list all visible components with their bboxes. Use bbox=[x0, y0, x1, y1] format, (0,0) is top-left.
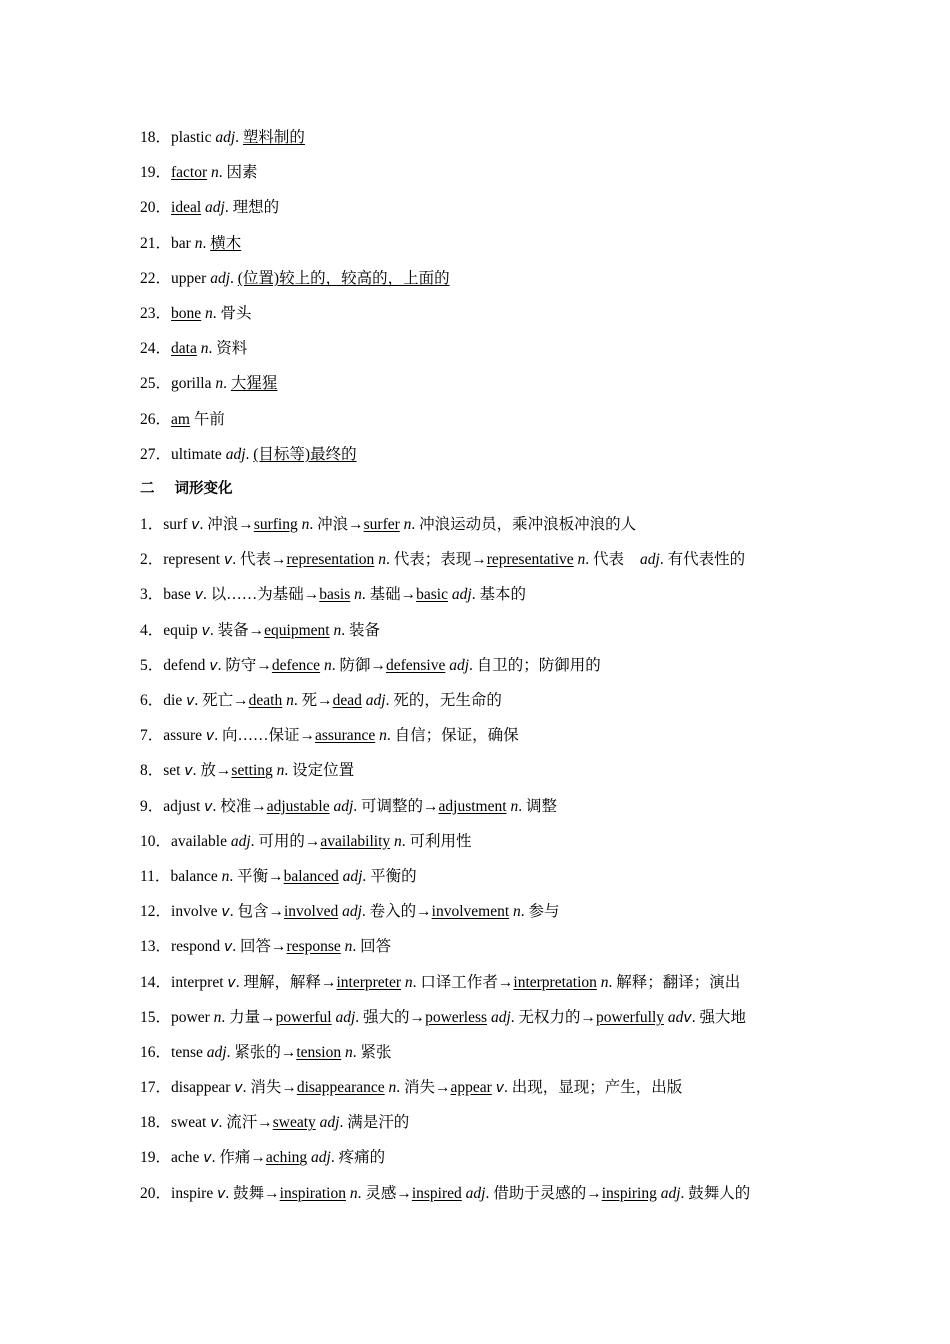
vocab-item bbox=[140, 331, 860, 366]
part-of-speech: n bbox=[221, 867, 230, 885]
text-segment: . 平衡的 bbox=[362, 867, 417, 885]
text-segment: . 冲浪→ bbox=[309, 516, 364, 534]
text-segment: . 防御→ bbox=[331, 656, 386, 674]
part-of-speech: n bbox=[354, 586, 362, 604]
part-of-speech: n bbox=[301, 516, 310, 534]
part-of-speech: n bbox=[344, 938, 353, 956]
word-form-item bbox=[140, 824, 860, 859]
text-segment: ache bbox=[171, 1149, 204, 1167]
text-segment: . 消失→ bbox=[396, 1079, 451, 1097]
part-of-speech: adj bbox=[490, 1008, 511, 1026]
text-segment: gorilla bbox=[171, 375, 216, 393]
vocab-item bbox=[140, 366, 860, 401]
answer-word: defence bbox=[271, 656, 321, 674]
item-number: 16． bbox=[140, 1043, 172, 1061]
answer-word: 塑料制的 bbox=[242, 129, 305, 146]
part-of-speech: adj bbox=[205, 199, 225, 217]
section-title: 词形变化 bbox=[174, 480, 233, 497]
text-segment: . 平衡→ bbox=[229, 867, 284, 885]
item-number: 26． bbox=[140, 410, 172, 428]
part-of-speech: v bbox=[234, 1080, 243, 1097]
answer-word: bone bbox=[171, 304, 202, 322]
part-of-speech: n bbox=[403, 516, 412, 534]
answer-word: basic bbox=[416, 586, 448, 604]
part-of-speech: n bbox=[200, 340, 209, 358]
item-number: 4． bbox=[140, 621, 164, 639]
text-segment: . 参与 bbox=[520, 903, 560, 921]
part-of-speech: n bbox=[215, 375, 224, 393]
vocab-item bbox=[140, 226, 860, 261]
item-number: 20． bbox=[140, 199, 172, 217]
part-of-speech: adj bbox=[319, 1114, 340, 1132]
part-of-speech: v bbox=[186, 693, 195, 709]
part-of-speech: n bbox=[276, 762, 285, 780]
text-segment: . 代表；表现→ bbox=[385, 551, 487, 569]
section-number: 二 bbox=[140, 480, 155, 497]
word-form-item bbox=[140, 1105, 860, 1140]
word-form-item bbox=[140, 965, 860, 1000]
text-segment: . 紧张 bbox=[352, 1043, 392, 1061]
answer-word: ideal bbox=[171, 199, 202, 217]
item-number: 2． bbox=[140, 551, 164, 569]
text-segment: . bbox=[230, 269, 238, 287]
part-of-speech: n bbox=[323, 656, 332, 674]
part-of-speech: n bbox=[211, 164, 219, 182]
item-number: 5． bbox=[140, 656, 164, 674]
part-of-speech: n bbox=[404, 973, 413, 991]
part-of-speech: adj bbox=[342, 867, 363, 885]
answer-word: involved bbox=[283, 903, 339, 921]
item-number: 17． bbox=[140, 1079, 172, 1097]
text-segment: . 鼓舞人的 bbox=[680, 1184, 751, 1202]
answer-word: powerless bbox=[425, 1008, 488, 1026]
text-segment: . 校准→ bbox=[212, 797, 267, 815]
part-of-speech: n bbox=[286, 692, 294, 709]
answer-word: adjustment bbox=[438, 797, 507, 815]
text-segment: . 可用的→ bbox=[250, 832, 321, 850]
text-segment: . 无权力的→ bbox=[510, 1008, 597, 1026]
part-of-speech: v bbox=[227, 974, 236, 991]
text-segment: assure bbox=[163, 727, 206, 745]
word-form-item bbox=[140, 929, 860, 964]
text-segment: . bbox=[202, 234, 211, 252]
answer-word: setting bbox=[231, 762, 273, 780]
text-segment: . 死亡→ bbox=[194, 692, 249, 709]
text-segment: . 代表 bbox=[585, 551, 625, 569]
part-of-speech: v bbox=[683, 1009, 692, 1026]
text-segment: . 消失→ bbox=[242, 1079, 297, 1097]
text-segment: . 装备→ bbox=[209, 621, 265, 639]
part-of-speech: adj bbox=[206, 1043, 227, 1061]
text-segment: power bbox=[171, 1008, 214, 1026]
answer-word: equipment bbox=[264, 621, 330, 639]
part-of-speech: v bbox=[204, 798, 213, 815]
text-segment: . 向……保证→ bbox=[214, 727, 315, 745]
text-segment: 午前 bbox=[189, 410, 225, 428]
part-of-speech: adj bbox=[225, 445, 246, 463]
item-number: 12． bbox=[140, 903, 172, 921]
text-segment: involve bbox=[171, 903, 222, 921]
text-segment: inspire bbox=[171, 1184, 218, 1202]
answer-word: representative bbox=[486, 551, 574, 569]
answer-word: powerful bbox=[275, 1008, 332, 1026]
word-form-item bbox=[140, 789, 860, 824]
text-segment: interpret bbox=[171, 973, 228, 991]
text-segment: adjust bbox=[163, 797, 205, 815]
text-segment: . 借助于灵感的→ bbox=[485, 1184, 602, 1202]
word-form-item bbox=[140, 753, 860, 788]
answer-word: 大猩猩 bbox=[230, 375, 278, 393]
part-of-speech: n bbox=[378, 551, 386, 569]
text-segment: . 作痛→ bbox=[211, 1149, 266, 1167]
part-of-speech: n bbox=[577, 551, 586, 569]
text-segment: . 调整 bbox=[518, 797, 557, 815]
text-segment: disappear bbox=[171, 1079, 235, 1097]
answer-word: factor bbox=[171, 164, 208, 182]
text-segment: surf bbox=[163, 516, 192, 534]
answer-word: availability bbox=[320, 832, 391, 850]
text-segment: . bbox=[223, 375, 231, 393]
part-of-speech: adj bbox=[660, 1184, 681, 1202]
part-of-speech: n bbox=[205, 304, 213, 322]
item-number: 25． bbox=[140, 375, 172, 393]
text-segment: . 理想的 bbox=[224, 199, 280, 217]
text-segment: . 灵感→ bbox=[357, 1184, 412, 1202]
part-of-speech: n bbox=[394, 832, 402, 850]
item-number: 21． bbox=[140, 234, 172, 252]
answer-word: appear bbox=[450, 1079, 492, 1097]
text-segment: available bbox=[171, 832, 231, 850]
text-segment: . 紧张的→ bbox=[226, 1043, 297, 1061]
text-segment: sweat bbox=[171, 1114, 211, 1132]
answer-word: sweaty bbox=[272, 1114, 316, 1132]
part-of-speech: v bbox=[495, 1080, 504, 1097]
part-of-speech: n bbox=[333, 621, 342, 639]
item-number: 18． bbox=[140, 129, 172, 146]
vocab-item bbox=[140, 437, 860, 472]
part-of-speech: n bbox=[194, 234, 203, 252]
text-segment: . 出现，显现；产生，出版 bbox=[504, 1079, 683, 1097]
text-segment: . 死→ bbox=[293, 692, 333, 709]
text-segment: . bbox=[245, 445, 254, 463]
part-of-speech: adj bbox=[342, 903, 362, 921]
text-segment: . 解释；翻译；演出 bbox=[608, 973, 741, 991]
word-form-item bbox=[140, 1070, 860, 1105]
answer-word: balanced bbox=[283, 867, 339, 885]
part-of-speech: adj bbox=[465, 1184, 486, 1202]
part-of-speech: v bbox=[217, 1185, 226, 1202]
word-form-item bbox=[140, 1000, 860, 1035]
text-segment: . 资料 bbox=[208, 340, 248, 358]
text-segment: . bbox=[235, 129, 243, 146]
item-number: 19． bbox=[140, 1149, 172, 1167]
text-segment: . 可利用性 bbox=[401, 832, 472, 850]
answer-word: representation bbox=[286, 551, 375, 569]
text-segment: . 强大地 bbox=[691, 1008, 746, 1026]
text-segment: . 满是汗的 bbox=[339, 1114, 410, 1132]
document-page bbox=[140, 120, 860, 1211]
text-segment: die bbox=[163, 692, 187, 709]
part-of-speech: adj bbox=[449, 656, 470, 674]
text-segment: set bbox=[163, 762, 185, 780]
word-form-item bbox=[140, 507, 860, 542]
part-of-speech: n bbox=[349, 1184, 358, 1202]
item-number: 18． bbox=[140, 1114, 172, 1132]
vocab-item bbox=[140, 190, 860, 225]
part-of-speech: v bbox=[223, 552, 233, 569]
word-form-item bbox=[140, 683, 860, 718]
text-segment: . 因素 bbox=[218, 164, 258, 182]
text-segment: . 口译工作者→ bbox=[412, 973, 514, 991]
text-segment: base bbox=[163, 586, 195, 604]
text-segment: . 设定位置 bbox=[284, 762, 355, 780]
text-segment: . 回答 bbox=[352, 938, 392, 956]
answer-word: (位置)较上的，较高的，上面的 bbox=[237, 269, 450, 287]
text-segment: . 有代表性的 bbox=[659, 551, 746, 569]
answer-word: powerfully bbox=[596, 1008, 665, 1026]
text-segment: respond bbox=[171, 938, 224, 956]
text-segment: . 冲浪运动员，乘冲浪板冲浪的人 bbox=[411, 516, 637, 534]
part-of-speech: v bbox=[209, 657, 218, 674]
item-number: 6． bbox=[140, 692, 164, 709]
answer-word: data bbox=[171, 340, 197, 358]
text-segment: . 防守→ bbox=[217, 656, 272, 674]
part-of-speech: n bbox=[344, 1043, 353, 1061]
word-form-item bbox=[140, 542, 860, 577]
part-of-speech: v bbox=[184, 763, 193, 780]
text-segment: . 理解，解释→ bbox=[235, 973, 337, 991]
part-of-speech: v bbox=[210, 1115, 219, 1132]
part-of-speech: v bbox=[201, 622, 210, 639]
text-segment: . 基础→ bbox=[361, 586, 417, 604]
text-segment: . 代表→ bbox=[232, 551, 287, 569]
text-segment: . 骨头 bbox=[212, 304, 252, 322]
text-segment: upper bbox=[171, 269, 211, 287]
answer-word: death bbox=[248, 692, 283, 709]
text-segment: defend bbox=[163, 656, 210, 674]
answer-word: surfing bbox=[253, 516, 298, 534]
answer-word: surfer bbox=[363, 516, 400, 534]
part-of-speech: ad bbox=[667, 1008, 684, 1026]
vocab-item bbox=[140, 261, 860, 296]
answer-word: aching bbox=[265, 1149, 308, 1167]
item-number: 13． bbox=[140, 938, 172, 956]
answer-word: 横木 bbox=[210, 234, 242, 252]
text-segment: . 鼓舞→ bbox=[225, 1184, 280, 1202]
answer-word: basis bbox=[319, 586, 351, 604]
word-forms-list bbox=[140, 507, 860, 1211]
word-form-item bbox=[140, 718, 860, 753]
item-number: 10． bbox=[140, 832, 172, 850]
text-segment: ultimate bbox=[171, 445, 226, 463]
text-segment: . 疼痛的 bbox=[330, 1149, 386, 1167]
item-number: 3． bbox=[140, 586, 164, 604]
word-form-item bbox=[140, 1176, 860, 1211]
answer-word: involvement bbox=[431, 903, 510, 921]
item-number: 9． bbox=[140, 797, 164, 815]
text-segment: . 卷入的→ bbox=[361, 903, 432, 921]
part-of-speech: n bbox=[513, 903, 521, 921]
part-of-speech: adj bbox=[311, 1149, 331, 1167]
answer-word: assurance bbox=[314, 727, 376, 745]
answer-word: dead bbox=[332, 692, 362, 709]
text-segment: . 流汗→ bbox=[218, 1114, 273, 1132]
item-number: 1． bbox=[140, 516, 164, 534]
text-segment: . 放→ bbox=[192, 762, 232, 780]
text-segment: . 自卫的；防御用的 bbox=[469, 656, 601, 674]
part-of-speech: v bbox=[191, 517, 200, 534]
part-of-speech: adj bbox=[451, 586, 472, 604]
text-segment: plastic bbox=[171, 129, 216, 146]
answer-word: interpreter bbox=[336, 973, 402, 991]
part-of-speech: adj bbox=[335, 1008, 356, 1026]
part-of-speech: n bbox=[600, 973, 609, 991]
text-segment: balance bbox=[170, 867, 222, 885]
part-of-speech: adj bbox=[230, 832, 251, 850]
part-of-speech: adj bbox=[640, 551, 660, 569]
part-of-speech: adj bbox=[365, 692, 386, 709]
part-of-speech: n bbox=[379, 727, 387, 745]
text-segment: equip bbox=[163, 621, 202, 639]
part-of-speech: n bbox=[510, 797, 519, 815]
part-of-speech: adj bbox=[210, 269, 230, 287]
part-of-speech: v bbox=[221, 904, 230, 921]
part-of-speech: v bbox=[223, 939, 233, 956]
item-number: 7． bbox=[140, 727, 164, 745]
text-segment: . 回答→ bbox=[232, 938, 287, 956]
answer-word: response bbox=[286, 938, 341, 956]
answer-word: inspired bbox=[411, 1184, 462, 1202]
word-form-item bbox=[140, 613, 860, 648]
word-form-item bbox=[140, 648, 860, 683]
item-number: 8． bbox=[140, 762, 164, 780]
vocab-item bbox=[140, 296, 860, 331]
text-segment: . 以……为基础→ bbox=[202, 586, 320, 604]
text-segment: . 自信；保证，确保 bbox=[386, 727, 519, 745]
item-number: 23． bbox=[140, 304, 172, 322]
word-form-item bbox=[140, 1035, 860, 1070]
answer-word: inspiring bbox=[601, 1184, 657, 1202]
part-of-speech: v bbox=[205, 728, 215, 745]
text-segment: tense bbox=[171, 1043, 207, 1061]
item-number: 24． bbox=[140, 340, 172, 358]
vocab-item bbox=[140, 120, 860, 155]
part-of-speech: adj bbox=[333, 797, 354, 815]
vocab-item bbox=[140, 402, 860, 437]
text-segment: . 基本的 bbox=[471, 586, 526, 604]
part-of-speech: v bbox=[203, 1150, 212, 1167]
text-segment: . 可调整的→ bbox=[353, 797, 439, 815]
text-segment: . 装备 bbox=[341, 621, 380, 639]
answer-word: disappearance bbox=[296, 1079, 385, 1097]
answer-word: inspiration bbox=[279, 1184, 346, 1202]
item-number: 20． bbox=[140, 1184, 172, 1202]
item-number: 22． bbox=[140, 269, 172, 287]
section-heading bbox=[140, 472, 860, 507]
part-of-speech: v bbox=[194, 587, 203, 604]
word-form-item bbox=[140, 577, 860, 612]
text-segment: . 冲浪→ bbox=[199, 516, 254, 534]
text-segment: represent bbox=[163, 551, 224, 569]
text-segment: bar bbox=[171, 234, 195, 252]
item-number: 19． bbox=[140, 164, 172, 182]
answer-word: adjustable bbox=[266, 797, 330, 815]
answer-word: interpretation bbox=[513, 973, 597, 991]
item-number: 27． bbox=[140, 445, 172, 463]
vocabulary-list bbox=[140, 120, 860, 472]
part-of-speech: adj bbox=[215, 129, 236, 146]
item-number: 14． bbox=[140, 973, 172, 991]
answer-word: (目标等)最终的 bbox=[253, 445, 357, 463]
text-segment: . 包含→ bbox=[229, 903, 284, 921]
vocab-item bbox=[140, 155, 860, 190]
item-number: 15． bbox=[140, 1008, 172, 1026]
part-of-speech: n bbox=[213, 1008, 222, 1026]
answer-word: defensive bbox=[385, 656, 446, 674]
answer-word: tension bbox=[296, 1043, 342, 1061]
answer-word: am bbox=[171, 410, 190, 428]
text-segment: . 强大的→ bbox=[355, 1008, 426, 1026]
text-segment: . 力量→ bbox=[221, 1008, 276, 1026]
word-form-item bbox=[140, 1140, 860, 1175]
text-segment: . 死的，无生命的 bbox=[385, 692, 502, 709]
item-number: 11． bbox=[140, 867, 171, 885]
part-of-speech: n bbox=[388, 1079, 397, 1097]
word-form-item bbox=[140, 859, 860, 894]
word-form-item bbox=[140, 894, 860, 929]
